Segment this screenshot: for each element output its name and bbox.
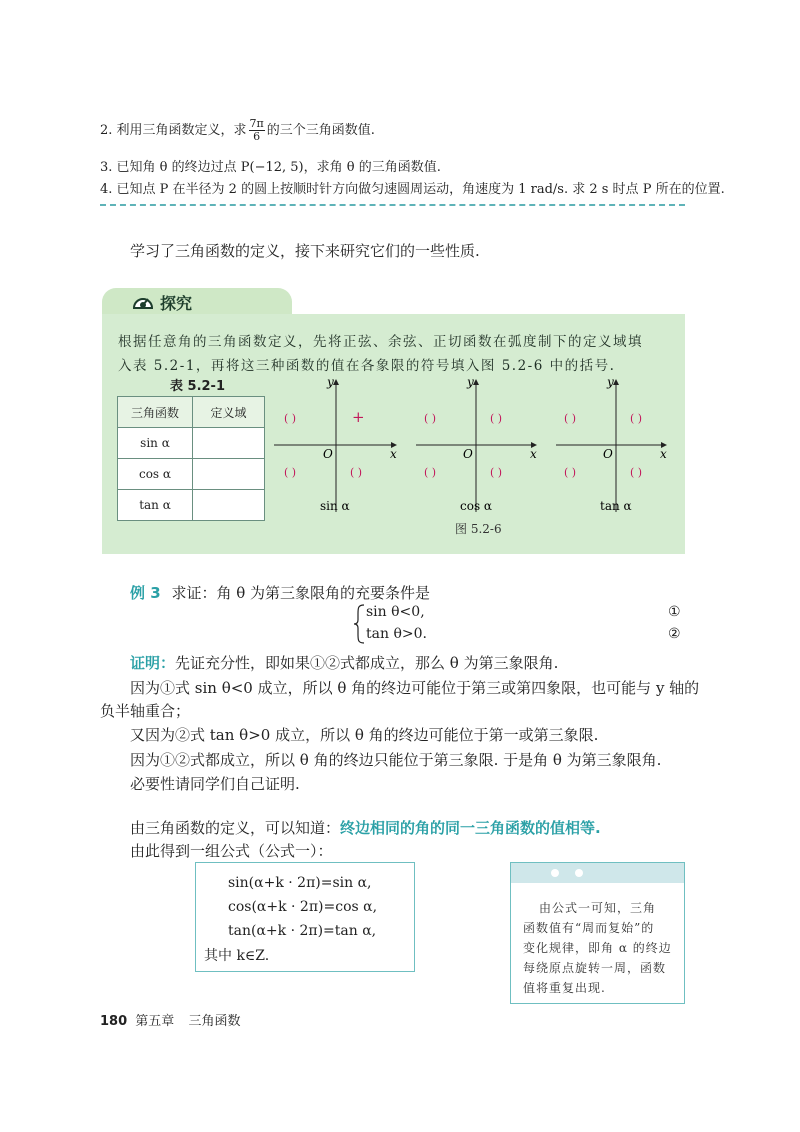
side-note [510,862,685,1004]
explore-title: 探究 [160,294,193,313]
footer-chapter: 第五章 [135,1014,175,1029]
exercise-2 [100,118,375,143]
fraction-denominator: 6 [253,130,261,143]
exercise-3: 3. 已知角 θ 的终边过点 P(−12, 5)，求角 θ 的三角函数值. [100,160,441,175]
proof-line-3: 负半轴重合； [100,702,191,720]
proof-line-1 [130,652,558,673]
table-cell-domain[interactable] [193,459,265,490]
paren-q4[interactable]: ( ) [350,466,363,479]
paren-q2[interactable]: ( ) [284,412,297,425]
side-note-line5: 值将重复出现. [523,981,606,995]
domain-table [117,396,265,521]
table-cell-function: cos α [118,459,193,490]
figure-quadrant-signs [270,372,670,520]
panel-tan [556,375,667,512]
table-header-function: 三角函数 [118,397,193,428]
explore-icon [132,292,154,310]
paren-q3[interactable]: ( ) [564,466,577,479]
proof-text-1: 先证充分性，即如果①②式都成立，那么 θ 为第三象限角. [175,654,559,672]
explore-tab [102,288,292,316]
side-note-line3: 变化规律，即角 α 的终边 [523,941,672,955]
formula-sin: sin(α+k · 2π)=sin α, [228,875,372,891]
paren-q4[interactable]: ( ) [630,466,643,479]
side-note-dot [551,869,559,877]
panel-sin [274,375,397,512]
formula-box [195,862,415,972]
paren-q2[interactable]: ( ) [424,412,437,425]
proof-line-2: 因为①式 sin θ<0 成立，所以 θ 角的终边可能位于第三或第四象限，也可能与 y 轴的 [130,679,700,697]
condition-2: tan θ>0. [366,626,427,642]
side-note-line1: 由公式一可知，三角 [539,901,657,915]
table-cell-function: sin α [118,428,193,459]
paren-q3[interactable]: ( ) [424,466,437,479]
page-footer [100,1010,240,1029]
formula-cos: cos(α+k · 2π)=cos α, [228,899,378,915]
condition-2-number: ② [668,626,681,642]
intro-sentence: 学习了三角函数的定义，接下来研究它们的一些性质. [130,242,480,260]
x-axis-label: x [530,447,537,461]
conclusion-line-2: 由此得到一组公式（公式一）： [130,842,333,860]
table-cell-domain[interactable] [193,490,265,521]
explore-text-line2: 入表 5.2-1，再将这三种函数的值在各象限的符号填入图 5.2-6 中的括号. [118,358,616,374]
footer-title: 三角函数 [188,1014,241,1029]
sign-plus-q1: + [352,408,365,426]
side-note-line4: 每绕原点旋转一周，函数 [523,961,667,975]
proof-line-4: 又因为②式 tan θ>0 成立，所以 θ 角的终边可能位于第一或第三象限. [130,726,599,744]
fraction-numerator: 7π [249,117,264,130]
condition-1-number: ① [668,604,681,620]
table-row [118,459,265,490]
side-note-header [511,863,684,883]
example-statement: 求证：角 θ 为第三象限角的充要条件是 [171,584,431,602]
panel-label-sin: sin α [320,499,350,513]
proof-label: 证明： [130,654,176,672]
example-label: 例 3 [130,584,161,602]
paren-q1[interactable]: ( ) [490,412,503,425]
paren-q2[interactable]: ( ) [564,412,577,425]
brace-icon [352,604,366,644]
panel-label-tan: tan α [600,499,632,513]
side-note-line2: 函数值有“周而复始”的 [523,921,655,935]
table-caption: 表 5.2-1 [170,379,225,394]
side-note-dot [575,869,583,877]
table-cell-domain[interactable] [193,428,265,459]
origin-label: O [323,447,333,461]
table-header-row [118,397,265,428]
formula-tan: tan(α+k · 2π)=tan α, [228,923,377,939]
paren-q4[interactable]: ( ) [490,466,503,479]
explore-text-line1: 根据任意角的三角函数定义，先将正弦、余弦、正切函数在弧度制下的定义域填 [118,334,643,350]
exercise-2-suffix: 的三个三角函数值. [266,123,375,138]
page-number: 180 [100,1014,128,1029]
table-row [118,428,265,459]
exercise-4: 4. 已知点 P 在半径为 2 的圆上按顺时针方向做匀速圆周运动，角速度为 1 rad/s. 求 2 s 时点 P 所在的位置. [100,182,725,197]
paren-q1[interactable]: ( ) [630,412,643,425]
proof-line-5: 因为①②式都成立，所以 θ 角的终边只能位于第三象限. 于是角 θ 为第三象限角. [130,751,662,769]
fraction-7pi-6 [249,118,265,143]
conclusion-prefix: 由三角函数的定义，可以知道： [130,819,341,837]
x-axis-label: x [390,447,397,461]
conclusion-highlight: 终边相同的角的同一三角函数的值相等. [340,819,601,837]
conclusion-line-1 [130,817,601,838]
origin-label: O [463,447,473,461]
panel-cos [416,375,537,512]
condition-1: sin θ<0, [366,604,425,620]
example-3 [130,582,430,603]
paren-q3[interactable]: ( ) [284,466,297,479]
table-cell-function: tan α [118,490,193,521]
panel-label-cos: cos α [460,499,493,513]
exercise-2-prefix: 2. 利用三角函数定义，求 [100,123,247,138]
table-row [118,490,265,521]
y-axis-label: y [327,375,334,389]
y-axis-label: y [607,375,614,389]
dashed-divider [100,204,685,206]
formula-condition: 其中 k∈Z. [204,948,270,964]
figure-caption: 图 5.2-6 [455,522,502,536]
proof-line-6: 必要性请同学们自己证明. [130,775,300,793]
origin-label: O [603,447,613,461]
table-header-domain: 定义域 [193,397,265,428]
x-axis-label: x [660,447,667,461]
y-axis-label: y [467,375,474,389]
